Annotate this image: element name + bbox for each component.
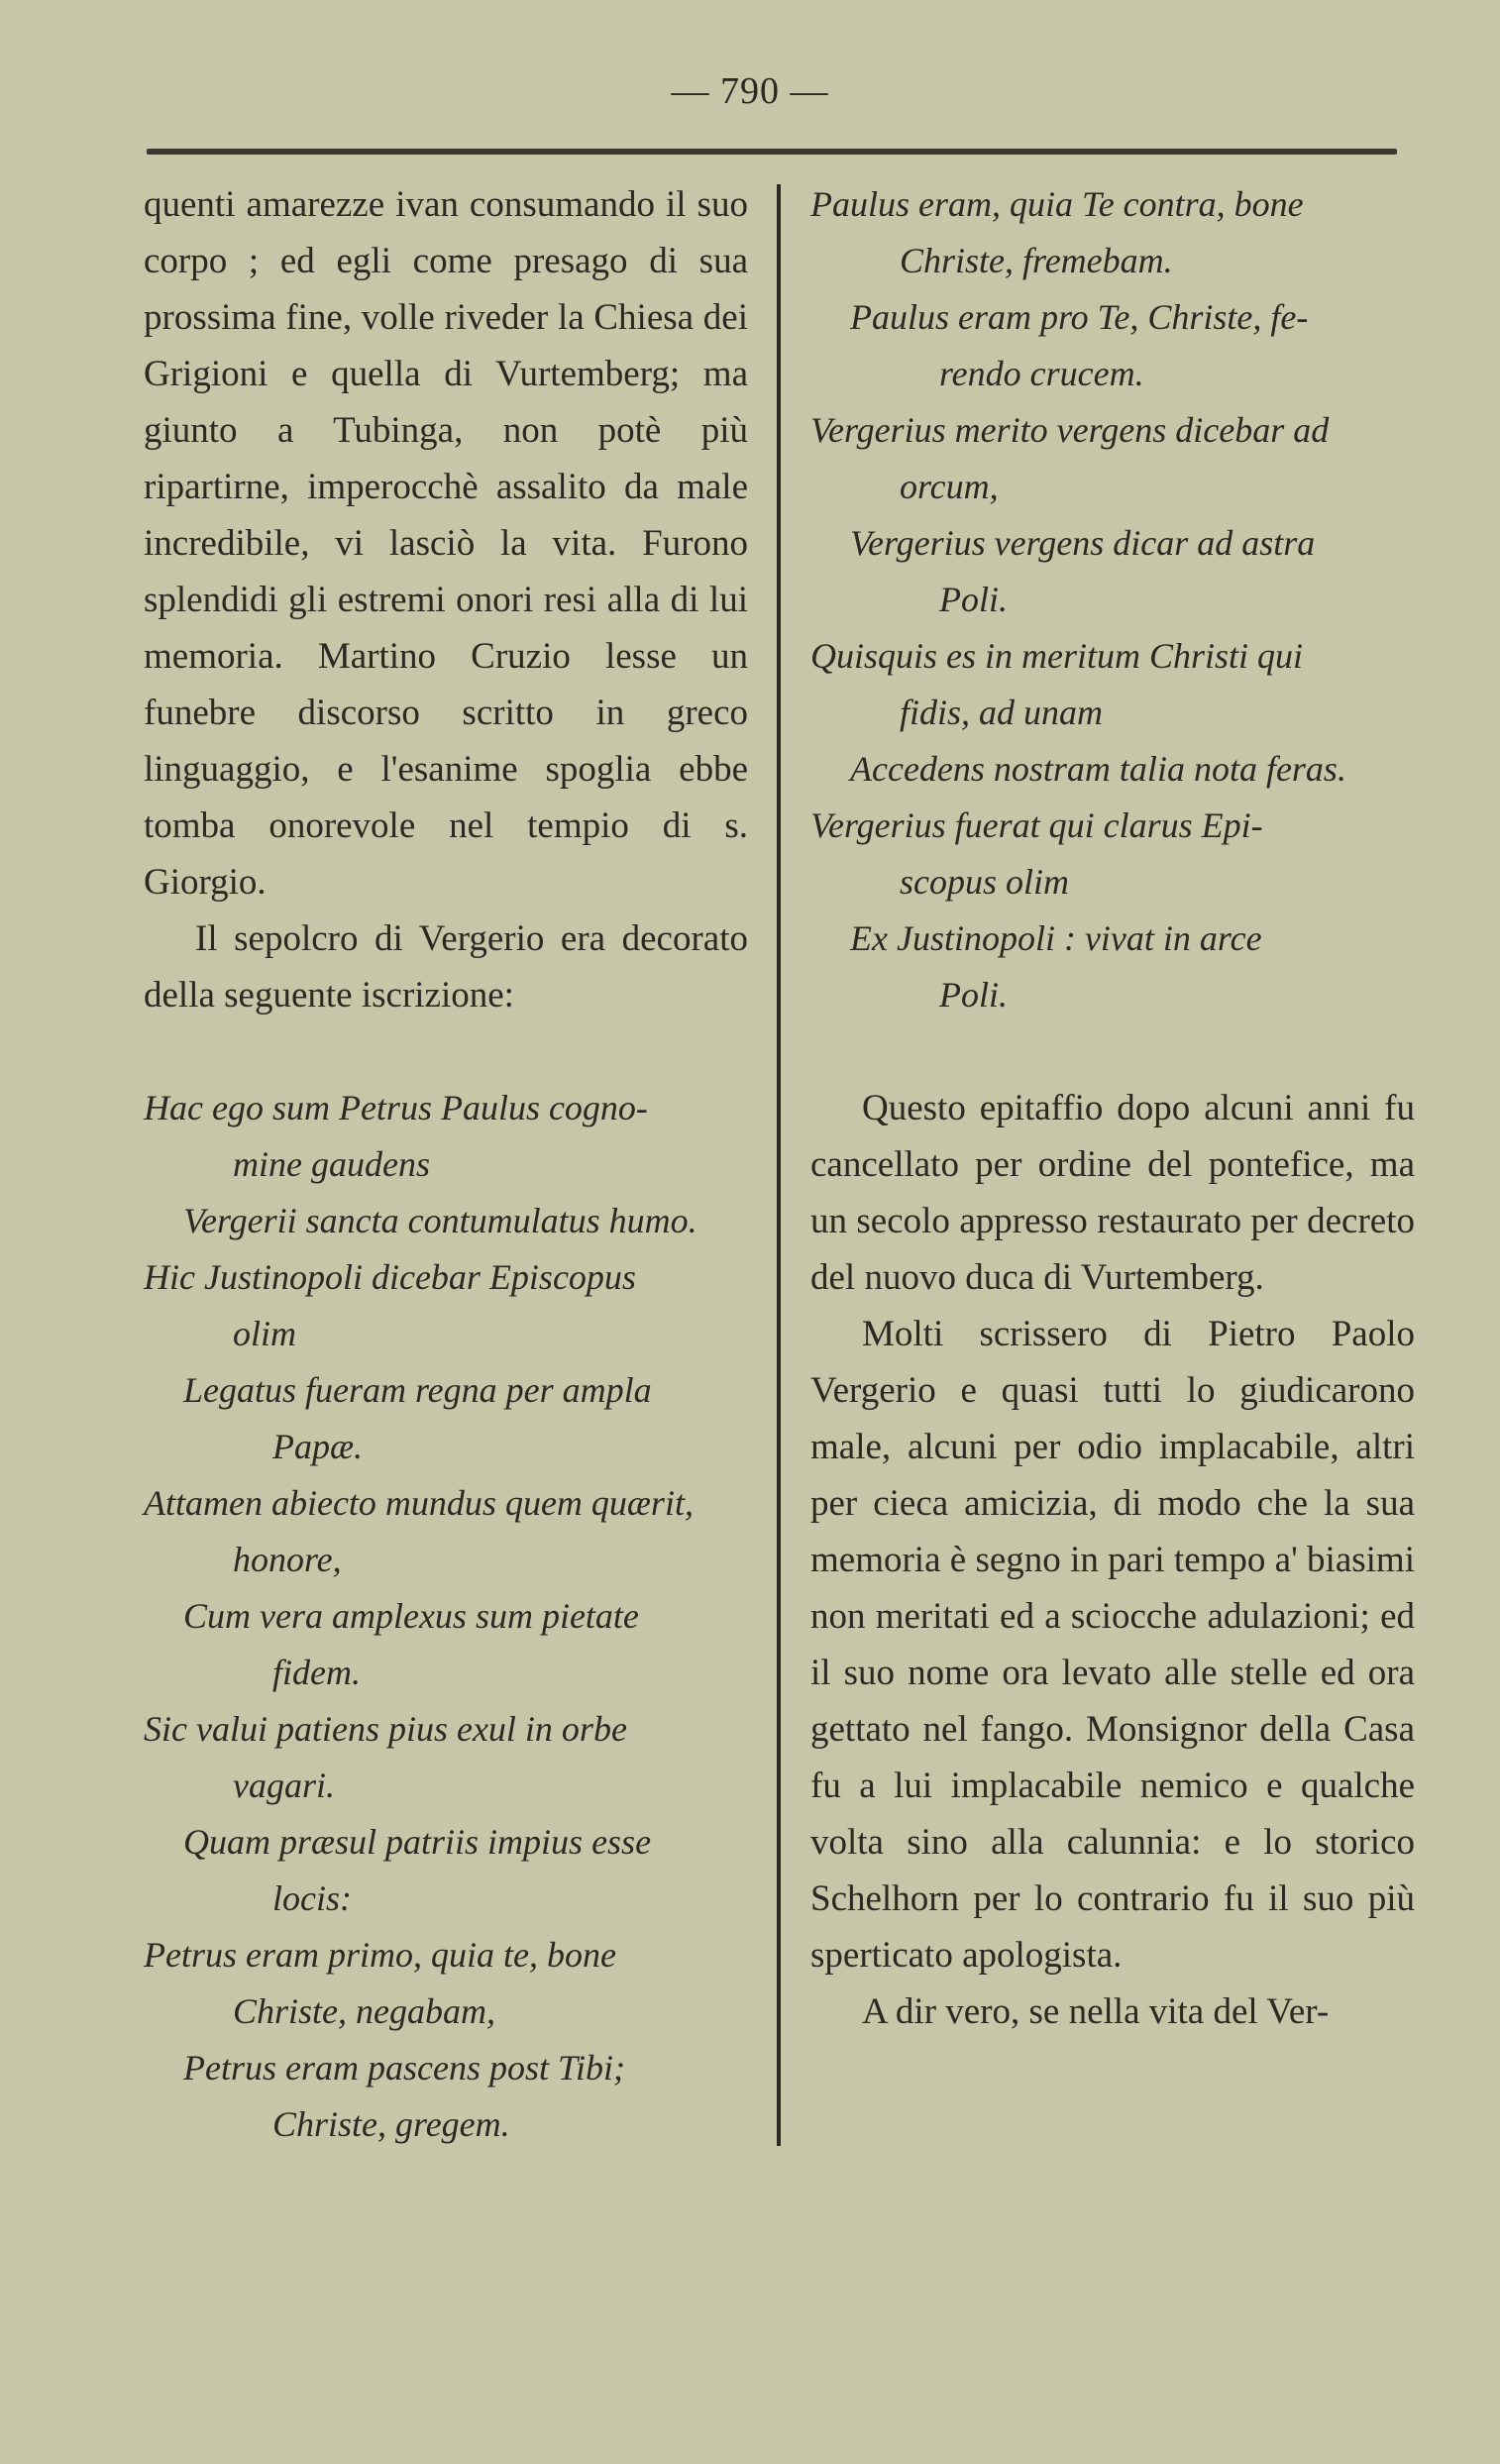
- verse-line: [810, 628, 1415, 741]
- verse-line: [810, 176, 1415, 289]
- epitaph-verse-right: [810, 176, 1415, 1023]
- verse-line: [144, 1701, 748, 1814]
- verse-text: Vergerii sancta contumulatus humo.: [183, 1201, 697, 1240]
- verse-line: [144, 1814, 748, 1927]
- verse-text: Legatus fueram regna per ampla: [183, 1370, 652, 1410]
- verse-line: [810, 402, 1415, 515]
- verse-text: Vergerius fuerat qui clarus Epi-: [810, 805, 1263, 845]
- left-column: [144, 176, 748, 2153]
- verse-text: Hac ego sum Petrus Paulus cogno-: [144, 1088, 648, 1127]
- verse-line: [144, 2040, 748, 2153]
- verse-text: Paulus eram pro Te, Christe, fe-: [850, 297, 1309, 337]
- verse-text: Petrus eram pascens post Tibi;: [183, 2048, 625, 2088]
- verse-line: [810, 289, 1415, 402]
- verse-text: Vergerius merito vergens dicebar ad: [810, 410, 1330, 450]
- verse-text: Quam præsul patriis impius esse: [183, 1822, 652, 1862]
- verse-line: [144, 1193, 748, 1249]
- verse-line: [144, 1475, 748, 1588]
- verse-continuation: Christe, fremebam.: [900, 241, 1173, 280]
- verse-text: Hic Justinopoli dicebar Episcopus: [144, 1257, 636, 1297]
- verse-continuation: rendo crucem.: [939, 354, 1144, 393]
- verse-continuation: Christe, gregem.: [272, 2104, 510, 2144]
- verse-continuation: fidem.: [272, 1653, 361, 1692]
- verse-continuation: Papæ.: [272, 1427, 364, 1466]
- column-divider: [777, 184, 781, 2146]
- right-prose: [810, 1080, 1415, 2040]
- verse-line: [144, 1362, 748, 1475]
- paragraph: Questo epitaffio dopo alcuni anni fu cancellato per ordine del pontefice, ma un secolo appresso restaurato per decreto del nuovo duca di Vurtemberg.: [810, 1088, 1415, 1298]
- verse-continuation: vagari.: [233, 1766, 335, 1805]
- verse-line: [144, 1249, 748, 1362]
- verse-continuation: Poli.: [939, 580, 1008, 619]
- verse-line: [144, 1588, 748, 1701]
- verse-text: Cum vera amplexus sum pietate: [183, 1596, 639, 1636]
- verse-continuation: fidis, ad unam: [900, 693, 1104, 732]
- header-rule: [147, 149, 1397, 155]
- verse-continuation: orcum,: [900, 467, 999, 506]
- paragraph: A dir vero, se nella vita del Ver-: [862, 1991, 1330, 2032]
- verse-line: [810, 911, 1415, 1023]
- verse-continuation: Poli.: [939, 975, 1008, 1015]
- verse-continuation: Christe, negabam,: [233, 1991, 495, 2031]
- paragraph: Il sepolcro di Vergerio era decorato della seguente iscrizione:: [144, 918, 748, 1016]
- verse-continuation: scopus olim: [900, 862, 1069, 902]
- verse-line: [810, 515, 1415, 628]
- verse-text: Sic valui patiens pius exul in orbe: [144, 1709, 627, 1749]
- paragraph: quenti amarezze ivan consumando il suo corpo ; ed egli come presago di sua prossima fine, volle riveder la Chiesa dei Grigioni e quella di Vurtemberg; ma giunto a Tubinga, non potè più ripartirne, imperocchè assalito da male incredibile, vi lasciò la vita. Furono splendidi gli estremi onori resi alla di lui memoria. Martino Cruzio lesse un funebre discorso scritto in greco linguaggio, e l'esanime spoglia ebbe tomba onorevole nel tempio di s. Giorgio.: [144, 184, 748, 903]
- page-number: — 790 —: [671, 70, 829, 112]
- verse-text: Vergerius vergens dicar ad astra: [850, 523, 1316, 563]
- paragraph: Molti scrissero di Pietro Paolo Vergerio e quasi tutti lo giudicarono male, alcuni per odio implacabile, altri per cieca amicizia, di modo che la sua memoria è segno in pari tempo a' biasimi non meritati ed a sciocche adulazioni; ed il suo nome ora levato alle stelle ed ora gettato nel fango. Monsignor della Casa fu a lui implacabile nemico e qualche volta sino alla calunnia: e lo storico Schelhorn per lo contrario fu il suo più sperticato apologista.: [810, 1314, 1415, 1976]
- verse-line: [144, 1927, 748, 2040]
- verse-continuation: honore,: [233, 1540, 342, 1579]
- left-prose: [144, 176, 748, 1023]
- verse-text: Accedens nostram talia nota feras.: [850, 749, 1346, 789]
- verse-text: Quisquis es in meritum Christi qui: [810, 636, 1304, 676]
- verse-line: [810, 798, 1415, 911]
- verse-text: Attamen abiecto mundus quem quærit,: [144, 1483, 694, 1523]
- verse-continuation: mine gaudens: [233, 1144, 430, 1184]
- verse-text: Petrus eram primo, quia te, bone: [144, 1935, 616, 1975]
- verse-text: Paulus eram, quia Te contra, bone: [810, 184, 1304, 224]
- verse-continuation: locis:: [272, 1878, 352, 1918]
- verse-text: Ex Justinopoli : vivat in arce: [850, 918, 1262, 958]
- verse-continuation: olim: [233, 1314, 297, 1353]
- verse-line: [810, 741, 1415, 798]
- verse-line: [144, 1080, 748, 1193]
- right-column: [810, 176, 1415, 2040]
- epitaph-verse-left: [144, 1080, 748, 2153]
